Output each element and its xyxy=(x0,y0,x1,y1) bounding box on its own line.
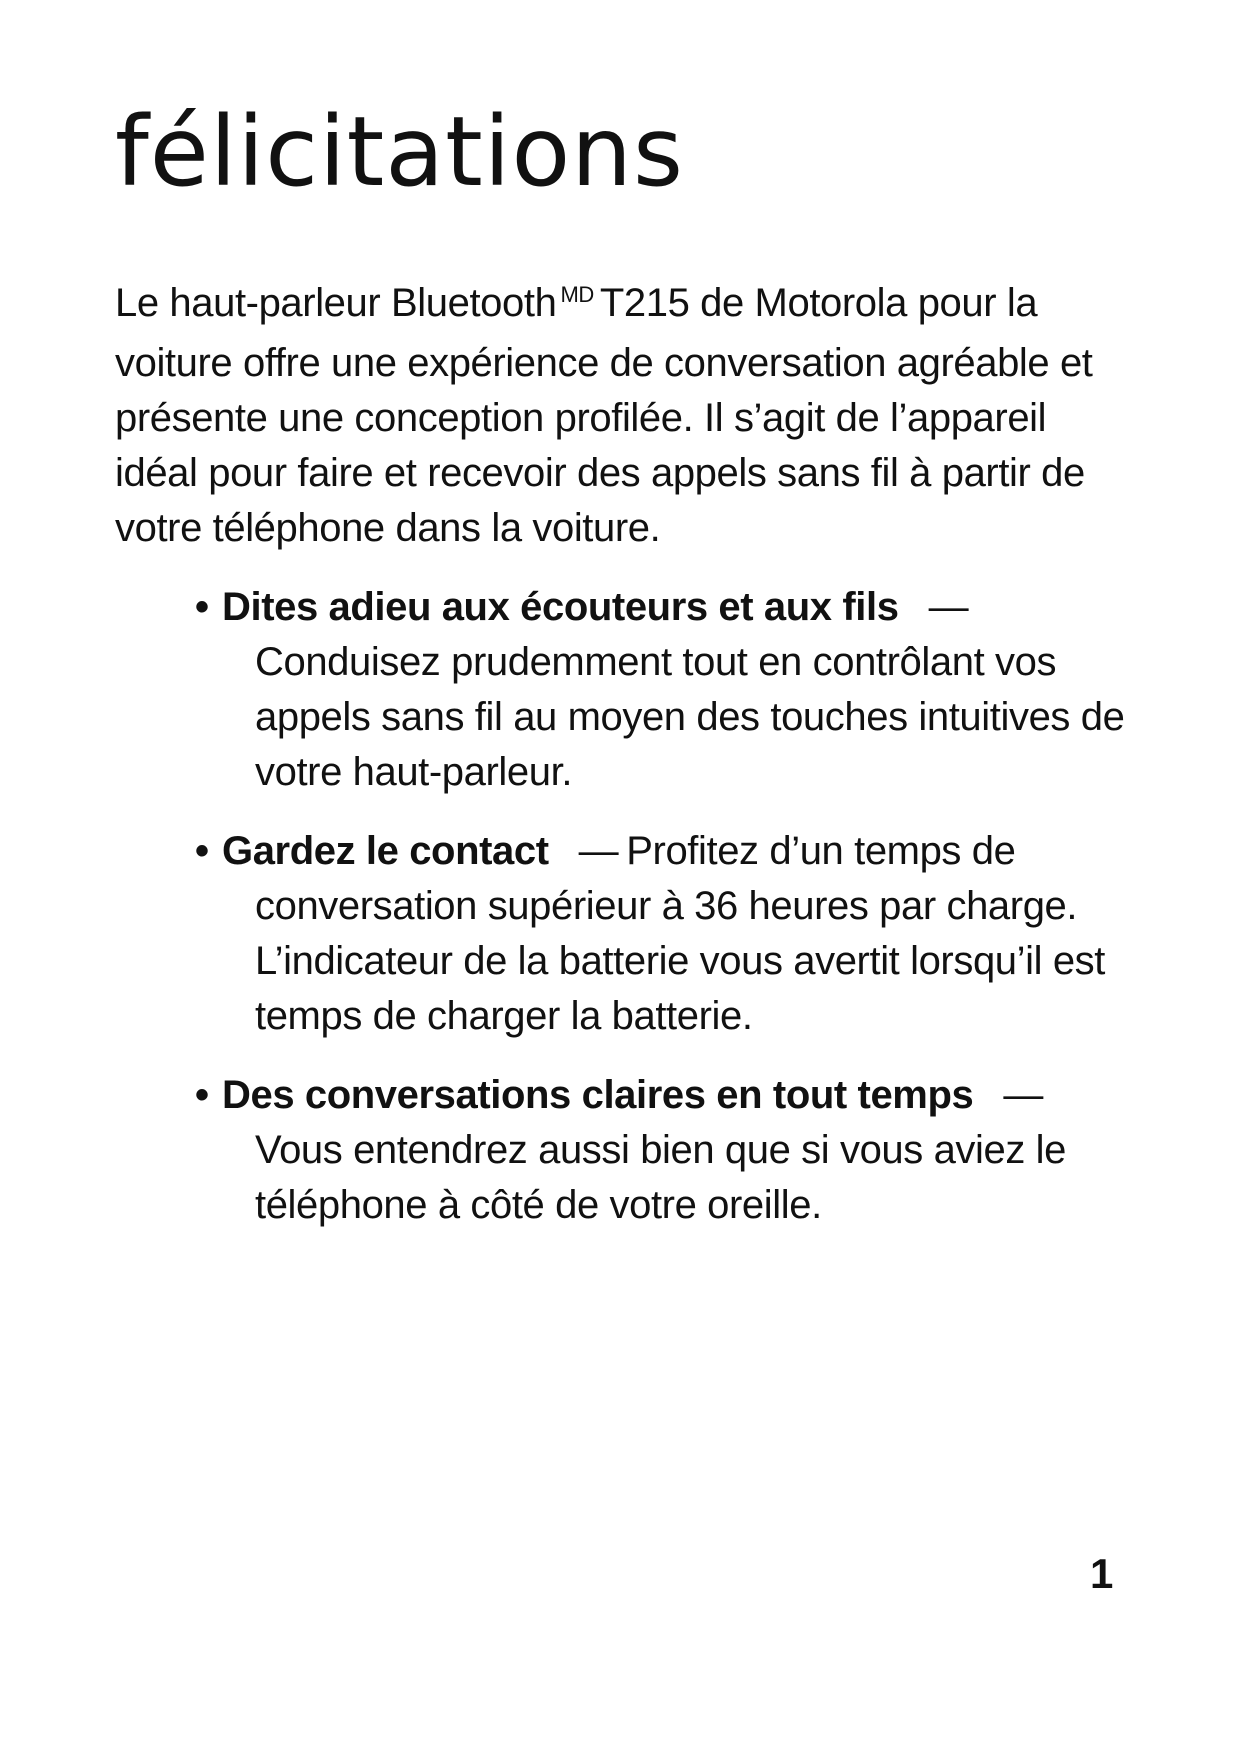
feature-item-clear-calls xyxy=(195,1068,1135,1233)
em-dash: — xyxy=(578,829,619,873)
feature-text: Conduisez prudemment tout en contrôlant vos appels sans fil au moyen des touches intuitives de votre haut-parleur. xyxy=(255,640,1125,794)
intro-text-after: T215 de Motorola pour la voiture offre une expérience de conversation agréable et présente une conception profilée. Il s’agit de l’appareil idéal pour faire et recevoir des appels sans fil à partir de votre téléphone dans la voiture. xyxy=(115,281,1093,550)
intro-text-before: Le haut-parleur Bluetooth xyxy=(115,281,557,325)
feature-text: Profitez d’un temps de conversation supérieur à 36 heures par charge. L’indicateur de la batterie vous avertit lorsqu’il est temps de charger la batterie. xyxy=(255,829,1105,1038)
bullet-marker: • xyxy=(195,1073,209,1117)
feature-text: Vous entendrez aussi bien que si vous aviez le téléphone à côté de votre oreille. xyxy=(255,1128,1067,1227)
intro-paragraph xyxy=(115,276,1135,556)
trademark-superscript: MD xyxy=(560,282,594,307)
feature-item-wireless xyxy=(195,580,1135,800)
bullet-marker: • xyxy=(195,585,209,629)
bullet-marker: • xyxy=(195,829,209,873)
em-dash: — xyxy=(1003,1073,1043,1117)
page-number: 1 xyxy=(1090,1550,1114,1597)
feature-list xyxy=(195,580,1135,1257)
feature-heading: Dites adieu aux écouteurs et aux fils xyxy=(222,585,899,629)
page-title: félicitations xyxy=(115,96,685,208)
feature-heading: Gardez le contact xyxy=(222,829,549,873)
feature-heading: Des conversations claires en tout temps xyxy=(222,1073,974,1117)
em-dash: — xyxy=(928,585,969,629)
feature-item-talk-time xyxy=(195,824,1135,1044)
